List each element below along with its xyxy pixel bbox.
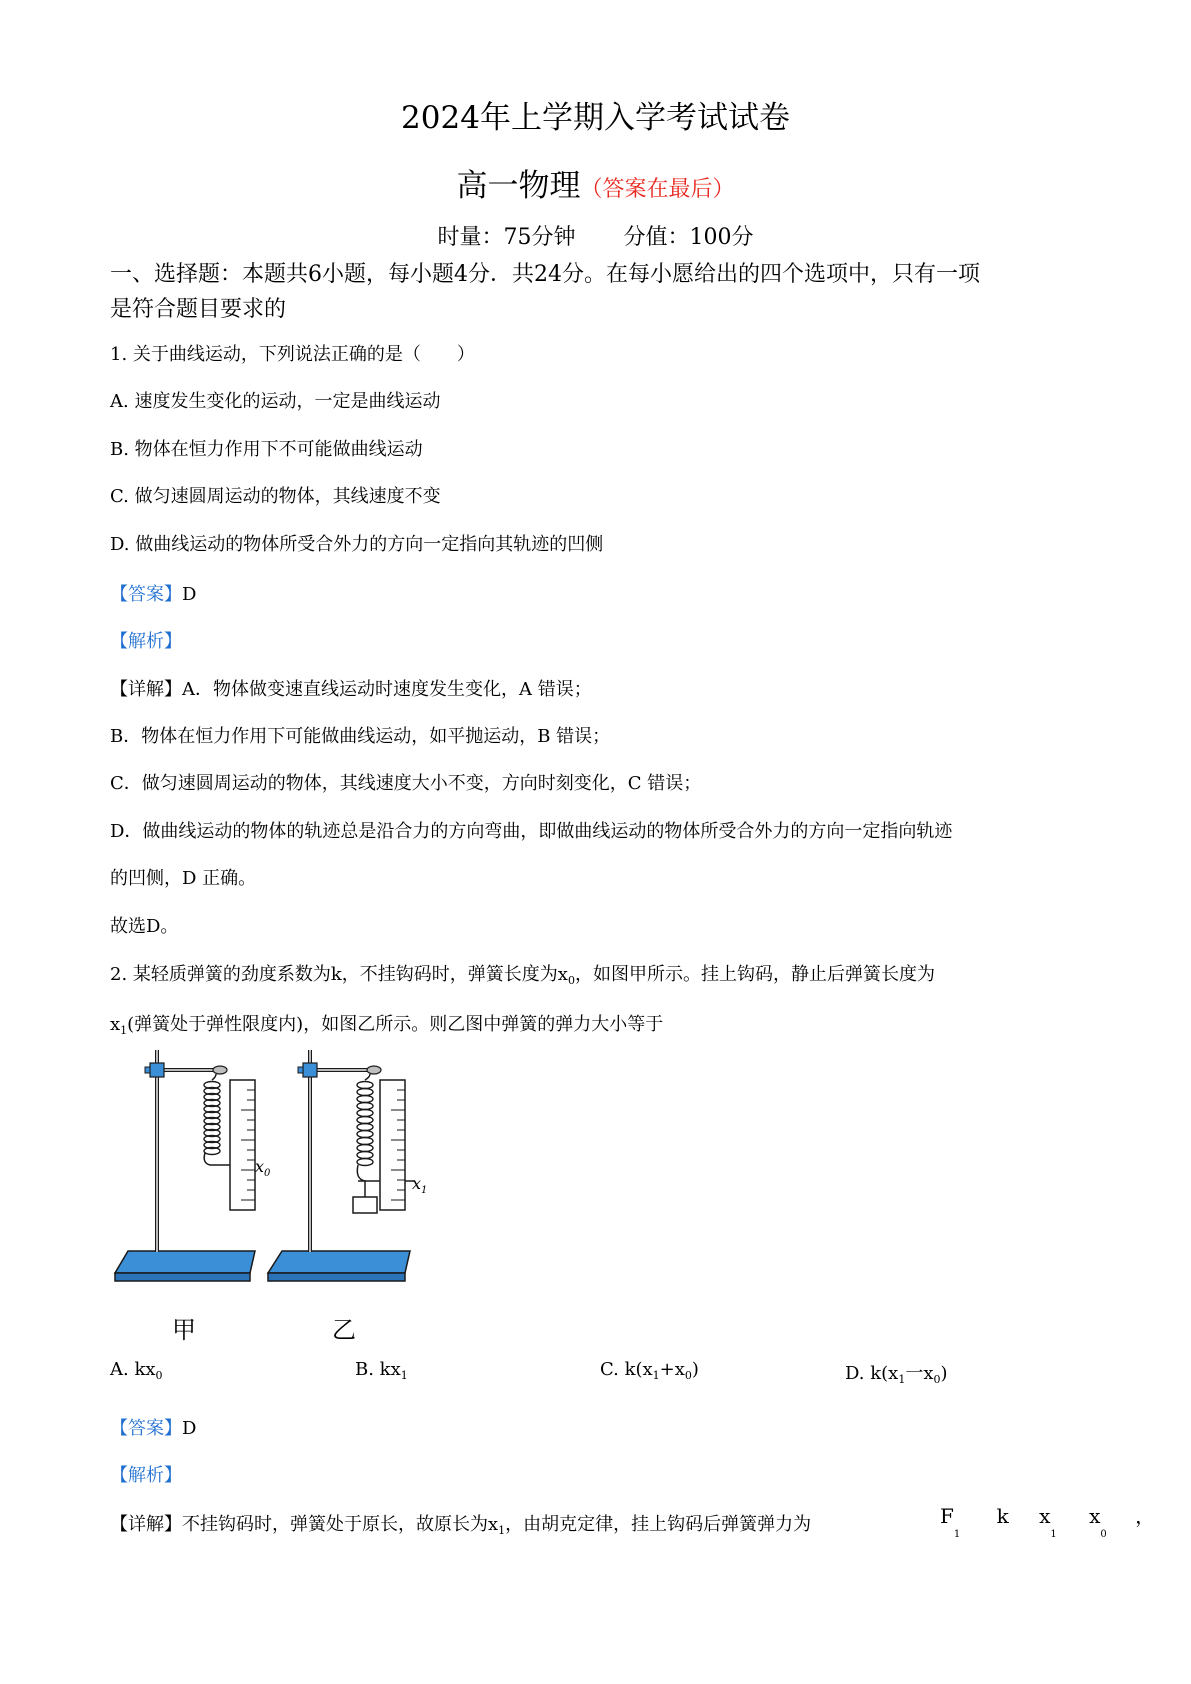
figure-label-right: 乙 [332, 1316, 356, 1344]
detail-tag: 【详解】 [110, 1514, 182, 1535]
option-text: A. kx [110, 1359, 156, 1380]
stem-text: 2. 某轻质弹簧的劲度系数为k，不挂钩码时，弹簧长度为x [110, 964, 568, 985]
subscript: 1 [953, 1529, 961, 1540]
stand-left [115, 1050, 271, 1281]
q1-option-d: D. 做曲线运动的物体所受合外力的方向一定指向其轨迹的凹侧 [110, 534, 604, 555]
subscript: 1 [1050, 1529, 1057, 1540]
mark-right-label: $x_1$ [412, 1174, 428, 1196]
formula-k: k [996, 1504, 1009, 1528]
option-text: +x [659, 1359, 685, 1380]
formula-x1: x [1039, 1504, 1051, 1528]
answer-tag: 【答案】 [110, 1418, 182, 1439]
option-text: 一x [905, 1363, 934, 1384]
section-heading-line2: 是符合题目要求的 [110, 297, 287, 322]
exam-title: 2024年上学期入学考试试卷 [401, 100, 790, 136]
q2-stem-line2 [110, 1010, 663, 1037]
subscript: 0 [567, 974, 575, 987]
stem-text: x [110, 1014, 121, 1035]
subscript: 1 [652, 1369, 660, 1382]
subject-title [0, 160, 1191, 205]
answer-value: D [182, 1418, 197, 1439]
figure-label-left: 甲 [172, 1316, 196, 1344]
q2-detail [110, 1510, 811, 1537]
subscript: 0 [684, 1369, 692, 1382]
subscript: 0 [1100, 1529, 1107, 1540]
option-text: D. k(x [845, 1363, 899, 1384]
option-text: B. kx [355, 1359, 401, 1380]
score-label: 分值：100分 [623, 225, 754, 250]
subject-name: 高一物理 [456, 168, 581, 204]
q2-analysis-tag: 【解析】 [110, 1465, 182, 1486]
formula-f: F [940, 1504, 954, 1528]
q1-detail-d2: 的凹侧，D 正确。 [110, 868, 257, 889]
q1-detail-a [110, 675, 592, 701]
option-text: ) [940, 1363, 948, 1384]
subscript: 0 [155, 1369, 163, 1382]
ruler-right [380, 1080, 405, 1210]
q2-option-d [845, 1359, 948, 1386]
q2-option-c [600, 1359, 699, 1382]
q1-stem: 1. 关于曲线运动，下列说法正确的是（ ） [110, 344, 475, 365]
answer-note: （答案在最后） [580, 177, 735, 202]
section-heading-line1: 一、选择题：本题共6小题，每小题4分．共24分。在每小愿给出的四个选项中，只有一项 [110, 262, 980, 287]
answer-tag: 【答案】 [110, 584, 182, 605]
subscript: 1 [400, 1369, 408, 1382]
q1-detail-d1: D．做曲线运动的物体的轨迹总是沿合力的方向弯曲，即做曲线运动的物体所受合外力的方向一定指向轨迹 [110, 821, 953, 842]
exam-meta [0, 220, 1191, 251]
detail-text: A．物体做变速直线运动时速度发生变化，A 错误； [182, 679, 592, 700]
q1-detail-b: B．物体在恒力作用下可能做曲线运动，如平抛运动，B 错误； [110, 726, 611, 747]
detail-text: 不挂钩码时，弹簧处于原长，故原长为x [182, 1514, 499, 1535]
formula-x0: x [1089, 1504, 1101, 1528]
q2-answer [110, 1414, 196, 1440]
ruler-left [230, 1080, 255, 1210]
option-text: ) [691, 1359, 699, 1380]
q2-option-a [110, 1359, 163, 1382]
q1-option-a: A. 速度发生变化的运动，一定是曲线运动 [110, 391, 441, 412]
q1-conclusion: 故选D。 [110, 916, 179, 937]
q1-option-b: B. 物体在恒力作用下不可能做曲线运动 [110, 439, 423, 460]
hooke-formula [940, 1500, 1155, 1540]
q1-option-c: C. 做匀速圆周运动的物体，其线速度不变 [110, 486, 441, 507]
weight-block [353, 1197, 377, 1213]
spring-figure [110, 1045, 490, 1345]
subscript: 1 [898, 1373, 906, 1386]
detail-tag: 【详解】 [110, 679, 182, 700]
subscript: 1 [498, 1524, 506, 1537]
option-text: C. k(x [600, 1359, 653, 1380]
q1-detail-c: C．做匀速圆周运动的物体，其线速度大小不变，方向时刻变化，C 错误； [110, 773, 702, 794]
q2-stem-line1 [110, 960, 935, 987]
answer-value: D [182, 584, 197, 605]
stand-right [268, 1050, 427, 1281]
q1-analysis-tag: 【解析】 [110, 631, 182, 652]
subscript: 0 [933, 1373, 941, 1386]
time-label: 时量：75分钟 [437, 225, 576, 250]
detail-text: ，由胡克定律，挂上钩码后弹簧弹力为 [505, 1514, 812, 1535]
stem-text: (弹簧处于弹性限度内)，如图乙所示。则乙图中弹簧的弹力大小等于 [127, 1014, 664, 1035]
mark-left-label: $x_0$ [255, 1157, 271, 1179]
q2-option-b [355, 1359, 408, 1382]
formula-tail: ， [1135, 1504, 1156, 1528]
q1-answer [110, 580, 196, 606]
subscript: 1 [120, 1024, 128, 1037]
stem-text: ，如图甲所示。挂上钩码，静止后弹簧长度为 [574, 964, 935, 985]
